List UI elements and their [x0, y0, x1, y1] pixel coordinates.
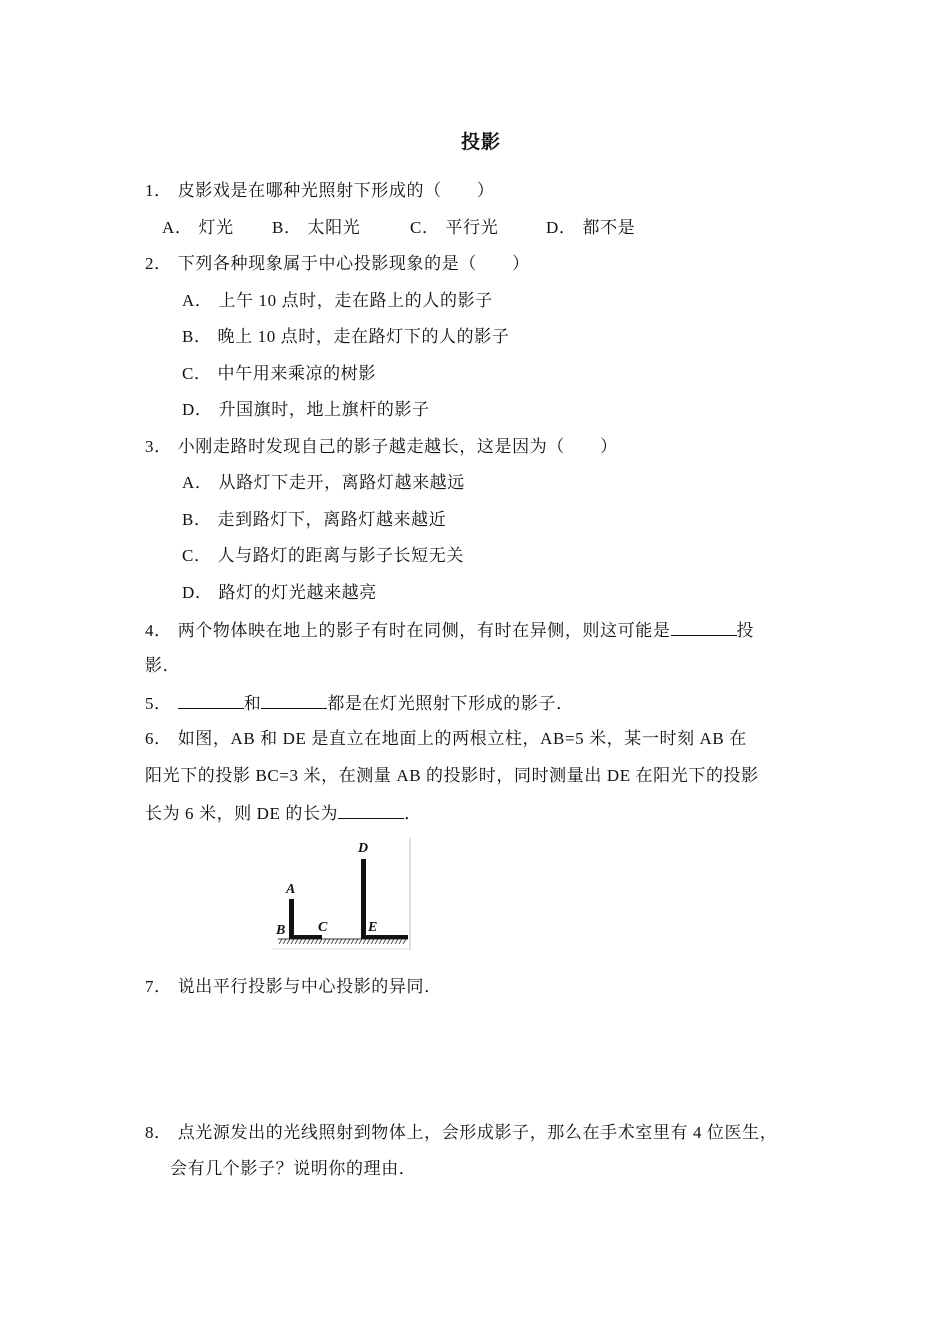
answer-blank[interactable] — [261, 690, 327, 709]
label-a: A — [286, 882, 296, 897]
q2-option-c — [182, 362, 376, 386]
option-label: A． — [182, 473, 213, 492]
question-number: 2． — [145, 254, 172, 273]
option-label: A． — [182, 291, 213, 310]
question-8-line-2 — [170, 1157, 416, 1181]
q1-option-d — [546, 216, 635, 240]
question-7 — [145, 975, 442, 999]
question-3 — [145, 435, 618, 459]
question-text: 如图，AB 和 DE 是直立在地面上的两根立柱，AB=5 米，某一时刻 AB 在 — [177, 729, 747, 748]
question-text: 下列各种现象属于中心投影现象的是（ ） — [177, 254, 530, 273]
question-4 — [145, 617, 754, 643]
option-text: 上午 10 点时，走在路上的人的影子 — [218, 291, 493, 310]
question-text: 长为 6 米，则 DE 的长为 — [145, 804, 339, 823]
question-text-after: 都是在灯光照射下形成的影子． — [327, 694, 574, 713]
question-text: 点光源发出的光线照射到物体上，会形成影子，那么在手术室里有 4 位医生， — [177, 1123, 778, 1142]
question-5 — [145, 690, 574, 716]
option-text: 走到路灯下，离路灯越来越近 — [217, 510, 447, 529]
question-text: 会有几个影子？说明你的理由． — [170, 1159, 417, 1178]
option-text: 从路灯下走开，离路灯越来越远 — [218, 473, 465, 492]
question-number: 6． — [145, 729, 172, 748]
label-e: E — [368, 920, 378, 935]
question-number: 4． — [145, 621, 172, 640]
question-number: 5． — [145, 694, 172, 713]
question-2 — [145, 252, 530, 276]
option-text: 太阳光 — [307, 218, 361, 237]
question-4-continuation — [145, 654, 180, 678]
option-label: B． — [182, 510, 212, 529]
option-text: 都不是 — [582, 218, 636, 237]
question-text: 皮影戏是在哪种光照射下形成的（ ） — [177, 181, 495, 200]
option-text: 灯光 — [198, 218, 234, 237]
question-text: 阳光下的投影 BC=3 米，在测量 AB 的投影时，同时测量出 DE 在阳光下的投影 — [145, 766, 759, 785]
option-label: A． — [162, 218, 193, 237]
q3-option-b — [182, 508, 446, 532]
answer-blank[interactable] — [338, 800, 404, 819]
q2-option-b — [182, 325, 509, 349]
question-6-line-2 — [145, 764, 759, 788]
question-text: 影． — [145, 656, 181, 675]
option-label: B． — [182, 327, 212, 346]
question-number: 7． — [145, 977, 172, 996]
question-number: 8． — [145, 1123, 172, 1142]
question-text-after: 投 — [736, 621, 755, 640]
option-label: B． — [272, 218, 302, 237]
question-text: 两个物体映在地上的影子有时在同侧，有时在异侧，则这可能是 — [177, 621, 671, 640]
option-label: C． — [182, 546, 212, 565]
q1-option-a — [162, 216, 234, 240]
question-8-line-1 — [145, 1121, 777, 1145]
option-text: 路灯的灯光越来越亮 — [218, 583, 377, 602]
option-label: C． — [182, 364, 212, 383]
label-b: B — [276, 923, 286, 938]
question-number: 3． — [145, 437, 172, 456]
q2-option-d — [182, 398, 430, 422]
q1-option-c — [410, 216, 498, 240]
option-text: 人与路灯的距离与影子长短无关 — [217, 546, 464, 565]
question-text: 说出平行投影与中心投影的异同． — [177, 977, 442, 996]
question-6-line-1 — [145, 727, 747, 751]
option-label: D． — [182, 583, 213, 602]
question-text: 小刚走路时发现自己的影子越走越长，这是因为（ ） — [177, 437, 618, 456]
question-text-mid: 和 — [243, 694, 262, 713]
label-d: D — [358, 841, 369, 856]
option-text: 平行光 — [445, 218, 499, 237]
option-label: D． — [546, 218, 577, 237]
q3-option-d — [182, 581, 377, 605]
q3-option-a — [182, 471, 465, 495]
answer-blank[interactable] — [178, 690, 244, 709]
q2-option-a — [182, 289, 493, 313]
answer-blank[interactable] — [671, 617, 737, 636]
question-6-line-3 — [145, 800, 422, 826]
option-label: D． — [182, 400, 213, 419]
question-number: 1． — [145, 181, 172, 200]
option-text: 中午用来乘凉的树影 — [217, 364, 376, 383]
pillar-shadow-figure — [272, 838, 412, 950]
q1-option-b — [272, 216, 360, 240]
option-label: C． — [410, 218, 440, 237]
label-c: C — [318, 920, 328, 935]
pillar-ab — [289, 899, 294, 939]
option-text: 升国旗时，地上旗杆的影子 — [218, 400, 430, 419]
pillar-de — [361, 859, 366, 939]
q3-option-c — [182, 544, 464, 568]
option-text: 晚上 10 点时，走在路灯下的人的影子 — [217, 327, 510, 346]
page-title: 投影 — [460, 131, 501, 153]
question-1 — [145, 179, 495, 203]
question-text-after: ． — [404, 804, 422, 823]
